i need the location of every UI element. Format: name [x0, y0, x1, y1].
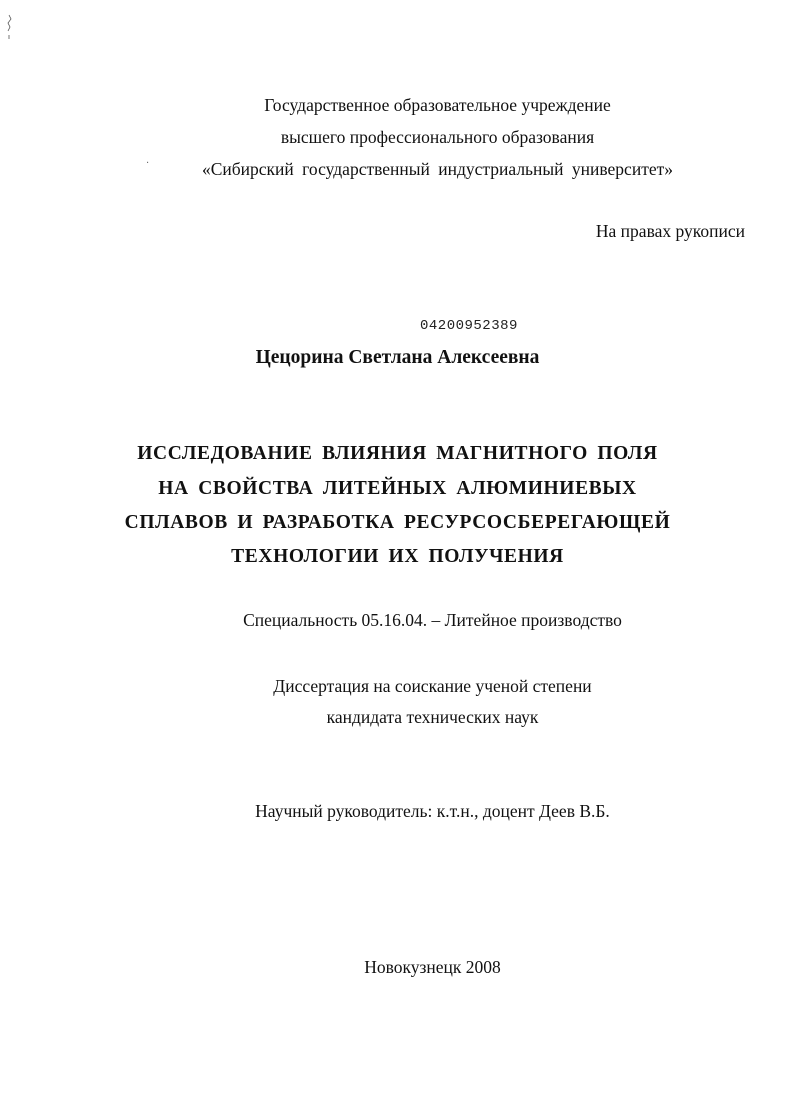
thesis-title-line-3: СПЛАВОВ И РАЗРАБОТКА РЕСУРСОСБЕРЕГАЮЩЕЙ	[124, 512, 671, 533]
margin-scribble-icon	[6, 14, 12, 40]
dissertation-degree-line-2: кандидата технических наук	[326, 707, 539, 727]
place-and-year: Новокузнецк 2008	[364, 957, 501, 977]
thesis-title-line-2: НА СВОЙСТВА ЛИТЕЙНЫХ АЛЮМИНИЕВЫХ	[158, 478, 637, 499]
scientific-advisor: Научный руководитель: к.т.н., доцент Деев В.Б.	[255, 801, 610, 821]
author-name: Цецорина Светлана Алексеевна	[255, 347, 540, 368]
institution-line-2: высшего профессионального образования	[280, 127, 595, 147]
thesis-title-line-4: ТЕХНОЛОГИИ ИХ ПОЛУЧЕНИЯ	[231, 546, 564, 567]
scan-speck: ·	[146, 158, 150, 169]
institution-line-3: «Сибирский государственный индустриальный университет»	[201, 159, 674, 179]
manuscript-rights-note: На правах рукописи	[595, 221, 745, 241]
thesis-title-line-1: ИССЛЕДОВАНИЕ ВЛИЯНИЯ МАГНИТНОГО ПОЛЯ	[137, 443, 658, 464]
institution-line-1: Государственное образовательное учреждение	[264, 95, 611, 115]
specialty-line: Специальность 05.16.04. – Литейное производство	[243, 610, 622, 630]
dissertation-degree-line-1: Диссертация на соискание ученой степени	[273, 676, 592, 696]
registration-number-stamp: 04200952389	[420, 318, 518, 334]
